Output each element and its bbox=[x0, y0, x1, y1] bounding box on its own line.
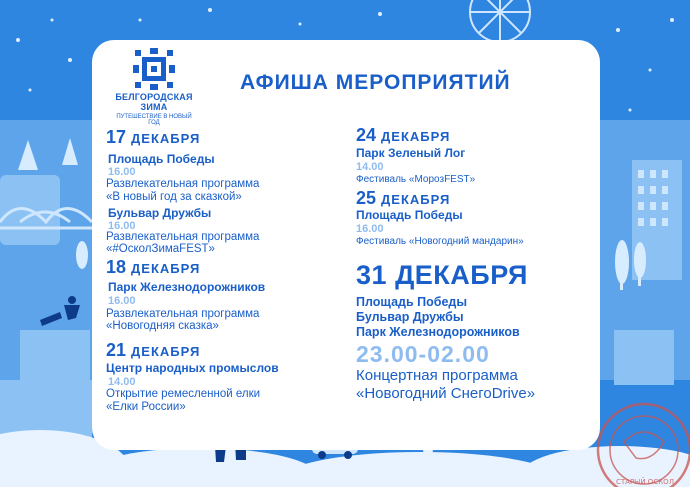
event-desc-line1: Развлекательная программа bbox=[106, 178, 260, 190]
event-desc-line1: Концертная программа bbox=[356, 367, 518, 384]
event-desc-line1: Развлекательная программа bbox=[106, 308, 260, 320]
date-day: 17 bbox=[106, 127, 127, 147]
event-venue: Бульвар Дружбы bbox=[108, 206, 212, 220]
stary-oskol-stamp-icon bbox=[572, 392, 690, 487]
date-dec24 bbox=[356, 125, 450, 147]
date-dec31 bbox=[356, 260, 528, 290]
ornament-logo-icon bbox=[133, 48, 175, 90]
event-venue: Площадь Победы bbox=[356, 295, 468, 309]
date-day: 31 bbox=[356, 260, 388, 290]
event-desc-line1: Развлекательная программа bbox=[106, 231, 260, 243]
event-desc: Фестиваль «МорозFEST» bbox=[356, 174, 476, 185]
event-venue: Парк Железнодорожников bbox=[108, 280, 266, 294]
date-month: ДЕКАБРЯ bbox=[395, 260, 528, 290]
date-dec25 bbox=[356, 188, 450, 210]
event-desc-line2: «В новый год за сказкой» bbox=[106, 191, 242, 203]
event-venue: Бульвар Дружбы bbox=[356, 310, 464, 324]
logo-brand-line2: ЗИМА bbox=[140, 102, 168, 112]
event-venue: Площадь Победы bbox=[356, 208, 463, 222]
date-day: 25 bbox=[356, 188, 377, 208]
date-month: ДЕКАБРЯ bbox=[381, 192, 451, 207]
stamp-text: СТАРЫЙ ОСКОЛ bbox=[616, 478, 674, 486]
date-day: 18 bbox=[106, 257, 127, 277]
logo-brand-line1: БЕЛГОРОДСКАЯ bbox=[115, 92, 193, 102]
date-dec21 bbox=[106, 340, 200, 362]
event-venue: Площадь Победы bbox=[108, 152, 215, 166]
event-desc-line2: «Новогодний СнегоDrive» bbox=[356, 385, 536, 402]
event-desc: Фестиваль «Новогодний мандарин» bbox=[356, 236, 524, 247]
date-dec18 bbox=[106, 257, 200, 279]
event-venue: Центр народных промыслов bbox=[106, 361, 279, 375]
belgorod-winter-logo bbox=[110, 48, 198, 128]
event-time: 16.00 bbox=[108, 220, 136, 232]
logo-brand-text bbox=[110, 92, 198, 112]
event-time: 14.00 bbox=[356, 161, 384, 173]
date-month: ДЕКАБРЯ bbox=[131, 261, 201, 276]
event-time: 23.00-02.00 bbox=[356, 341, 490, 367]
date-day: 21 bbox=[106, 340, 127, 360]
event-desc-line2: «Елки России» bbox=[106, 401, 186, 413]
date-month: ДЕКАБРЯ bbox=[131, 131, 201, 146]
event-desc-line1: Открытие ремесленной елки bbox=[106, 388, 261, 400]
date-day: 24 bbox=[356, 125, 377, 145]
event-venue: Парк Железнодорожников bbox=[356, 325, 520, 339]
date-month: ДЕКАБРЯ bbox=[131, 344, 201, 359]
date-month: ДЕКАБРЯ bbox=[381, 129, 451, 144]
event-time: 16.00 bbox=[356, 223, 384, 235]
event-desc-line2: «Новогодняя сказка» bbox=[106, 320, 219, 332]
event-time: 14.00 bbox=[108, 376, 136, 388]
date-dec17 bbox=[106, 127, 200, 149]
event-venue: Парк Зеленый Лог bbox=[356, 146, 466, 160]
page-title: АФИША МЕРОПРИЯТИЙ bbox=[240, 71, 511, 94]
event-time: 16.00 bbox=[108, 166, 136, 178]
logo-tagline: ПУТЕШЕСТВИЕ В НОВЫЙ ГОД bbox=[116, 114, 192, 126]
event-time: 16.00 bbox=[108, 295, 136, 307]
event-desc-line2: «#ОсколЗимаFEST» bbox=[106, 243, 215, 255]
